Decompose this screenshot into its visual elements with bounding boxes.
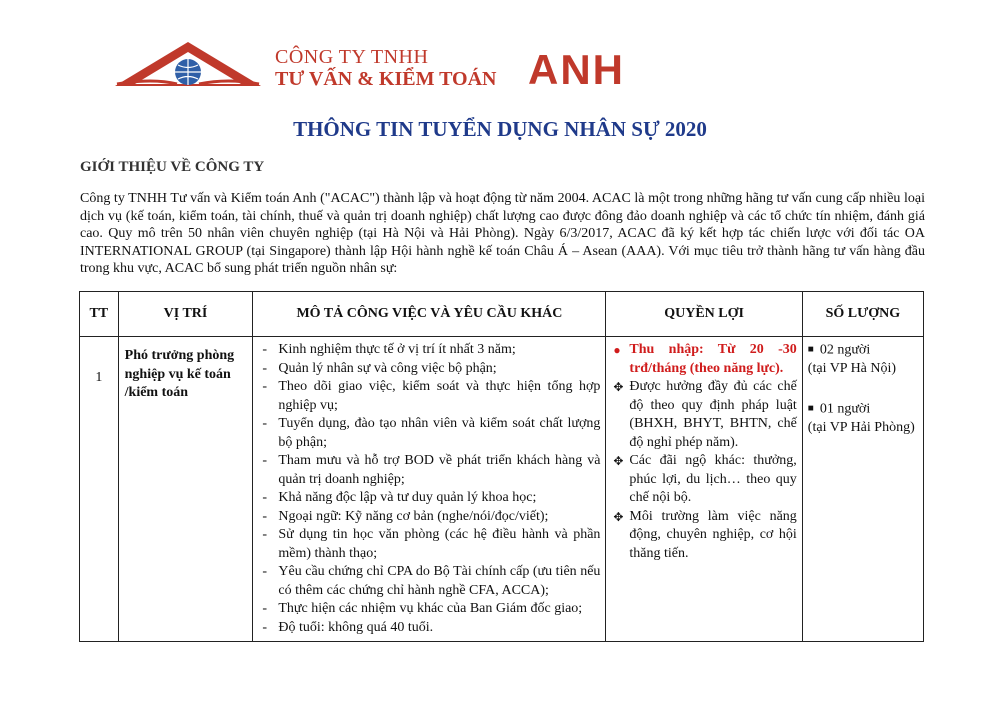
- row-number: 1: [80, 337, 119, 642]
- quantity-haiphong: [808, 400, 918, 437]
- company-header: [113, 40, 673, 92]
- company-logo-icon: [113, 40, 263, 90]
- table-row: [80, 337, 924, 642]
- cross-bullet-icon: ✥: [613, 454, 624, 468]
- description-item: - Kinh nghiệm thực tế ở vị trí ít nhất 3 năm;: [258, 341, 600, 360]
- description-item: - Quản lý nhân sự và công việc bộ phận;: [258, 360, 600, 379]
- benefit-text: Thu nhập: Từ 20 -30 trđ/tháng (theo năng lực).: [629, 342, 797, 376]
- bullet-dot-icon: ●: [613, 343, 621, 357]
- intro-paragraph: Công ty TNHH Tư vấn và Kiểm toán Anh ("ACAC") thành lập và hoạt động từ năm 2004. ACAC là một trong những hãng tư vấn cung cấp nhiều loại dịch vụ (kế toán, kiểm toán, tài chính, thuế và quản trị doanh nghiệp) chất lượng cao được đông đảo doanh nghiệp và các tổ chức tín nhiệm, đánh giá cao. Quy mô trên 50 nhân viên chuyên nghiệp (tại Hà Nội và Hải Phòng). Ngày 6/3/2017, ACAC đã ký kết hợp tác chiến lược với đối tác OA INTERNATIONAL GROUP (tại Singapore) thành lập Hội hành nghề kế toán Châu Á – Asean (AAA). Với mục tiêu trở thành hãng tư vấn hàng đầu trong khu vực, ACAC bổ sung phát triển nguồn nhân sự:: [80, 191, 925, 276]
- company-brand: ANH: [528, 46, 625, 93]
- description-item: - Tham mưu và hỗ trợ BOD về phát triển khách hàng và quản trị doanh nghiệp;: [258, 452, 600, 489]
- description-cell: [253, 337, 606, 642]
- header-position: VỊ TRÍ: [118, 292, 253, 337]
- quantity-hanoi: [808, 341, 918, 378]
- benefits-cell: [606, 337, 802, 642]
- quantity-count: 01 người: [819, 401, 871, 417]
- square-bullet-icon: ■: [807, 344, 814, 355]
- cross-bullet-icon: ✥: [613, 380, 624, 394]
- benefit-item-salary: [611, 341, 796, 378]
- page-title: THÔNG TIN TUYỂN DỤNG NHÂN SỰ 2020: [293, 117, 707, 141]
- benefit-item: [611, 378, 796, 452]
- benefit-text: Được hưởng đầy đủ các chế độ theo quy định pháp luật (BHXH, BHYT, BHTN, chế độ nghỉ phép năm).: [629, 379, 797, 450]
- recruitment-table: [79, 291, 924, 642]
- section-heading: GIỚI THIỆU VỀ CÔNG TY: [80, 159, 265, 175]
- description-item: - Yêu cầu chứng chỉ CPA do Bộ Tài chính cấp (ưu tiên nếu có thêm các chứng chỉ hành nghề CFA, ACCA);: [258, 563, 600, 600]
- header-quantity: SỐ LƯỢNG: [802, 292, 923, 337]
- description-item: - Thực hiện các nhiệm vụ khác của Ban Giám đốc giao;: [258, 600, 600, 619]
- table-header-row: [80, 292, 924, 337]
- header-tt: TT: [80, 292, 119, 337]
- benefit-item: [611, 452, 796, 508]
- quantity-place: (tại VP Hải Phòng): [807, 420, 915, 436]
- benefits-list: [611, 341, 796, 563]
- description-item: - Độ tuổi: không quá 40 tuổi.: [258, 619, 600, 638]
- description-list: [258, 341, 600, 637]
- benefit-text: Môi trường làm việc năng động, chuyên nghiệp, cơ hội thăng tiến.: [629, 508, 797, 561]
- square-bullet-icon: ■: [807, 403, 814, 415]
- benefit-item: [611, 508, 796, 564]
- cross-bullet-icon: ✥: [613, 509, 624, 524]
- benefit-text: Các đãi ngộ khác: thưởng, phúc lợi, du lịch… theo quy chế nội bộ.: [629, 453, 797, 505]
- description-item: - Sử dụng tin học văn phòng (các hệ điều hành và phần mềm) thành thạo;: [258, 526, 600, 563]
- quantity-count: 02 người: [819, 342, 871, 358]
- position-name: Phó trưởng phòng nghiệp vụ kế toán /kiểm toán: [118, 337, 253, 642]
- quantity-cell: [802, 337, 923, 642]
- company-name-line1: CÔNG TY TNHH: [275, 46, 429, 68]
- description-item: - Ngoại ngữ: Kỹ năng cơ bản (nghe/nói/đọc/viết);: [258, 508, 600, 527]
- header-benefits: QUYỀN LỢI: [606, 292, 802, 337]
- description-item: - Tuyển dụng, đào tạo nhân viên và kiểm soát chất lượng bộ phận;: [258, 415, 600, 452]
- quantity-place: (tại VP Hà Nội): [807, 360, 897, 376]
- description-item: - Khả năng độc lập và tư duy quản lý khoa học;: [258, 489, 600, 508]
- company-name-line2: TƯ VẤN & KIỂM TOÁN: [275, 68, 497, 90]
- description-item: - Theo dõi giao việc, kiểm soát và thực hiện tổng hợp nghiệp vụ;: [258, 378, 600, 415]
- header-description: MÔ TẢ CÔNG VIỆC VÀ YÊU CẦU KHÁC: [253, 292, 606, 337]
